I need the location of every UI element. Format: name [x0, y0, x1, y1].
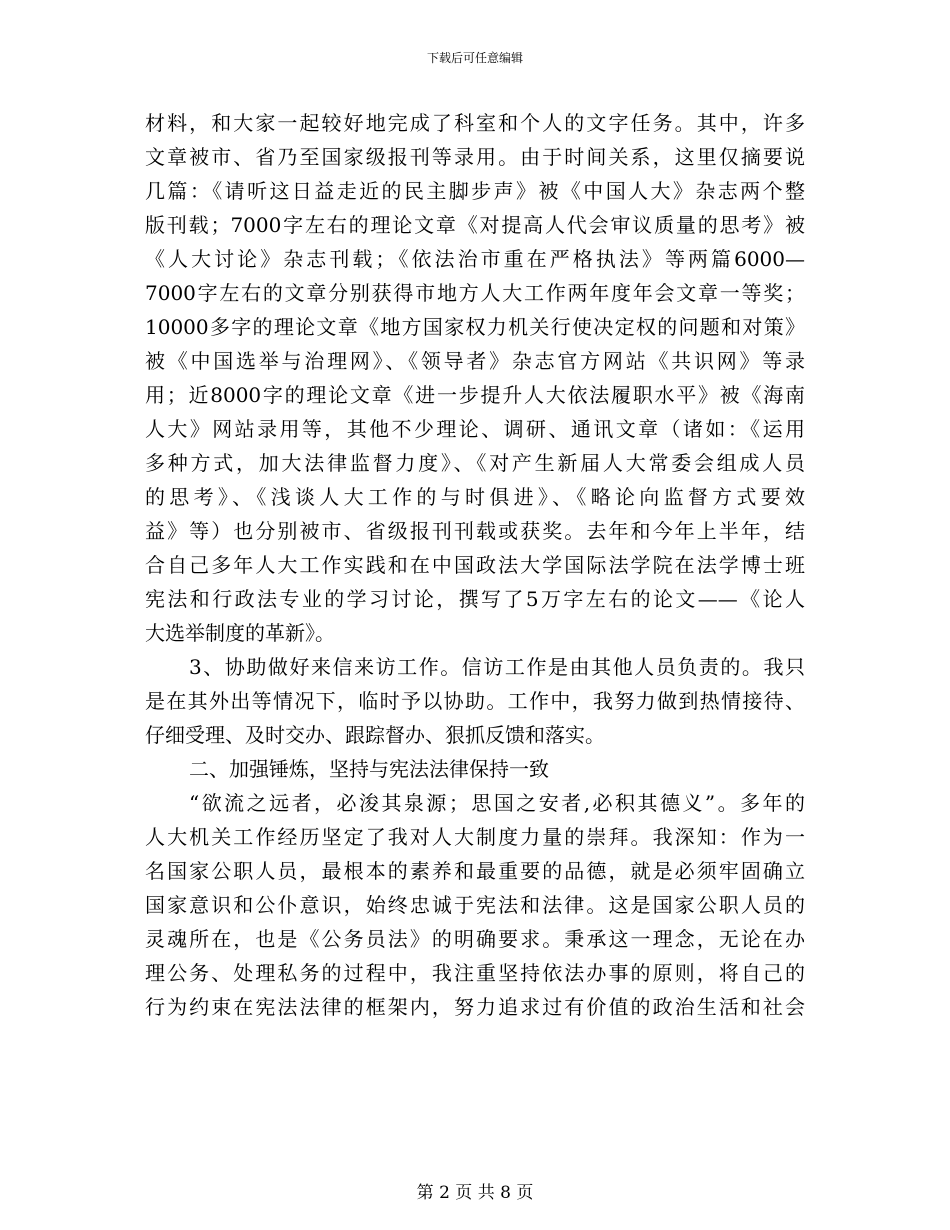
body-line: 材料，和大家一起较好地完成了科室和个人的文字任务。其中，许多 [145, 111, 805, 135]
page-header: 下载后可任意编辑 [426, 51, 523, 65]
body-line: 7000字左右的文章分别获得市地方人大工作两年度年会文章一等奖； [145, 281, 805, 305]
body-line: 10000多字的理论文章《地方国家权力机关行使决定权的问题和对策》 [145, 315, 805, 339]
body-line: 几篇：《请听这日益走近的民主脚步声》被《中国人大》杂志两个整 [145, 179, 805, 203]
body-line: 宪法和行政法专业的学习讨论，撰写了5万字左右的论文——《论人 [145, 587, 805, 611]
body-line: “欲流之远者，必浚其泉源；思国之安者,必积其德义”。多年的 [189, 791, 805, 815]
body-line: 人大机关工作经历坚定了我对人大制度力量的崇拜。我深知：作为一 [145, 825, 805, 849]
page-footer: 第 2 页 共 8 页 [416, 1183, 534, 1203]
section-heading: 二、加强锤炼，坚持与宪法法律保持一致 [189, 757, 549, 781]
body-line: 《人大讨论》杂志刊载；《依法治市重在严格执法》等两篇6000— [145, 247, 805, 271]
body-line: 国家意识和公仆意识，始终忠诚于宪法和法律。这是国家公职人员的 [145, 893, 805, 917]
body-line: 的思考》、《浅谈人大工作的与时俱进》、《略论向监督方式要效 [145, 485, 805, 509]
body-line: 灵魂所在，也是《公务员法》的明确要求。秉承这一理念，无论在办 [145, 927, 805, 951]
body-line: 人大》网站录用等，其他不少理论、调研、通讯文章（诸如：《运用 [145, 417, 805, 441]
body-line: 理公务、处理私务的过程中，我注重坚持依法办事的原则，将自己的 [145, 961, 805, 985]
body-line: 合自己多年人大工作实践和在中国政法大学国际法学院在法学博士班 [145, 553, 805, 577]
body-line: 3、协助做好来信来访工作。信访工作是由其他人员负责的。我只 [189, 655, 805, 679]
body-line: 被《中国选举与治理网》、《领导者》杂志官方网站《共识网》等录 [145, 349, 805, 373]
document-body [145, 106, 805, 1024]
body-line: 仔细受理、及时交办、跟踪督办、狠抓反馈和落实。 [145, 723, 605, 747]
body-line: 是在其外出等情况下，临时予以协助。工作中，我努力做到热情接待、 [145, 689, 805, 713]
body-line: 文章被市、省乃至国家级报刊等录用。由于时间关系，这里仅摘要说 [145, 145, 805, 169]
body-line: 用；近8000字的理论文章《进一步提升人大依法履职水平》被《海南 [145, 383, 805, 407]
body-line: 行为约束在宪法法律的框架内，努力追求过有价值的政治生活和社会 [145, 995, 805, 1019]
body-line: 大选举制度的革新》。 [145, 621, 335, 645]
body-line: 名国家公职人员，最根本的素养和最重要的品德，就是必须牢固确立 [145, 859, 805, 883]
body-line: 益》等）也分别被市、省级报刊刊载或获奖。去年和今年上半年，结 [145, 519, 805, 543]
body-line: 版刊载；7000字左右的理论文章《对提高人代会审议质量的思考》被 [145, 213, 805, 237]
body-line: 多种方式，加大法律监督力度》、《对产生新届人大常委会组成人员 [145, 451, 805, 475]
